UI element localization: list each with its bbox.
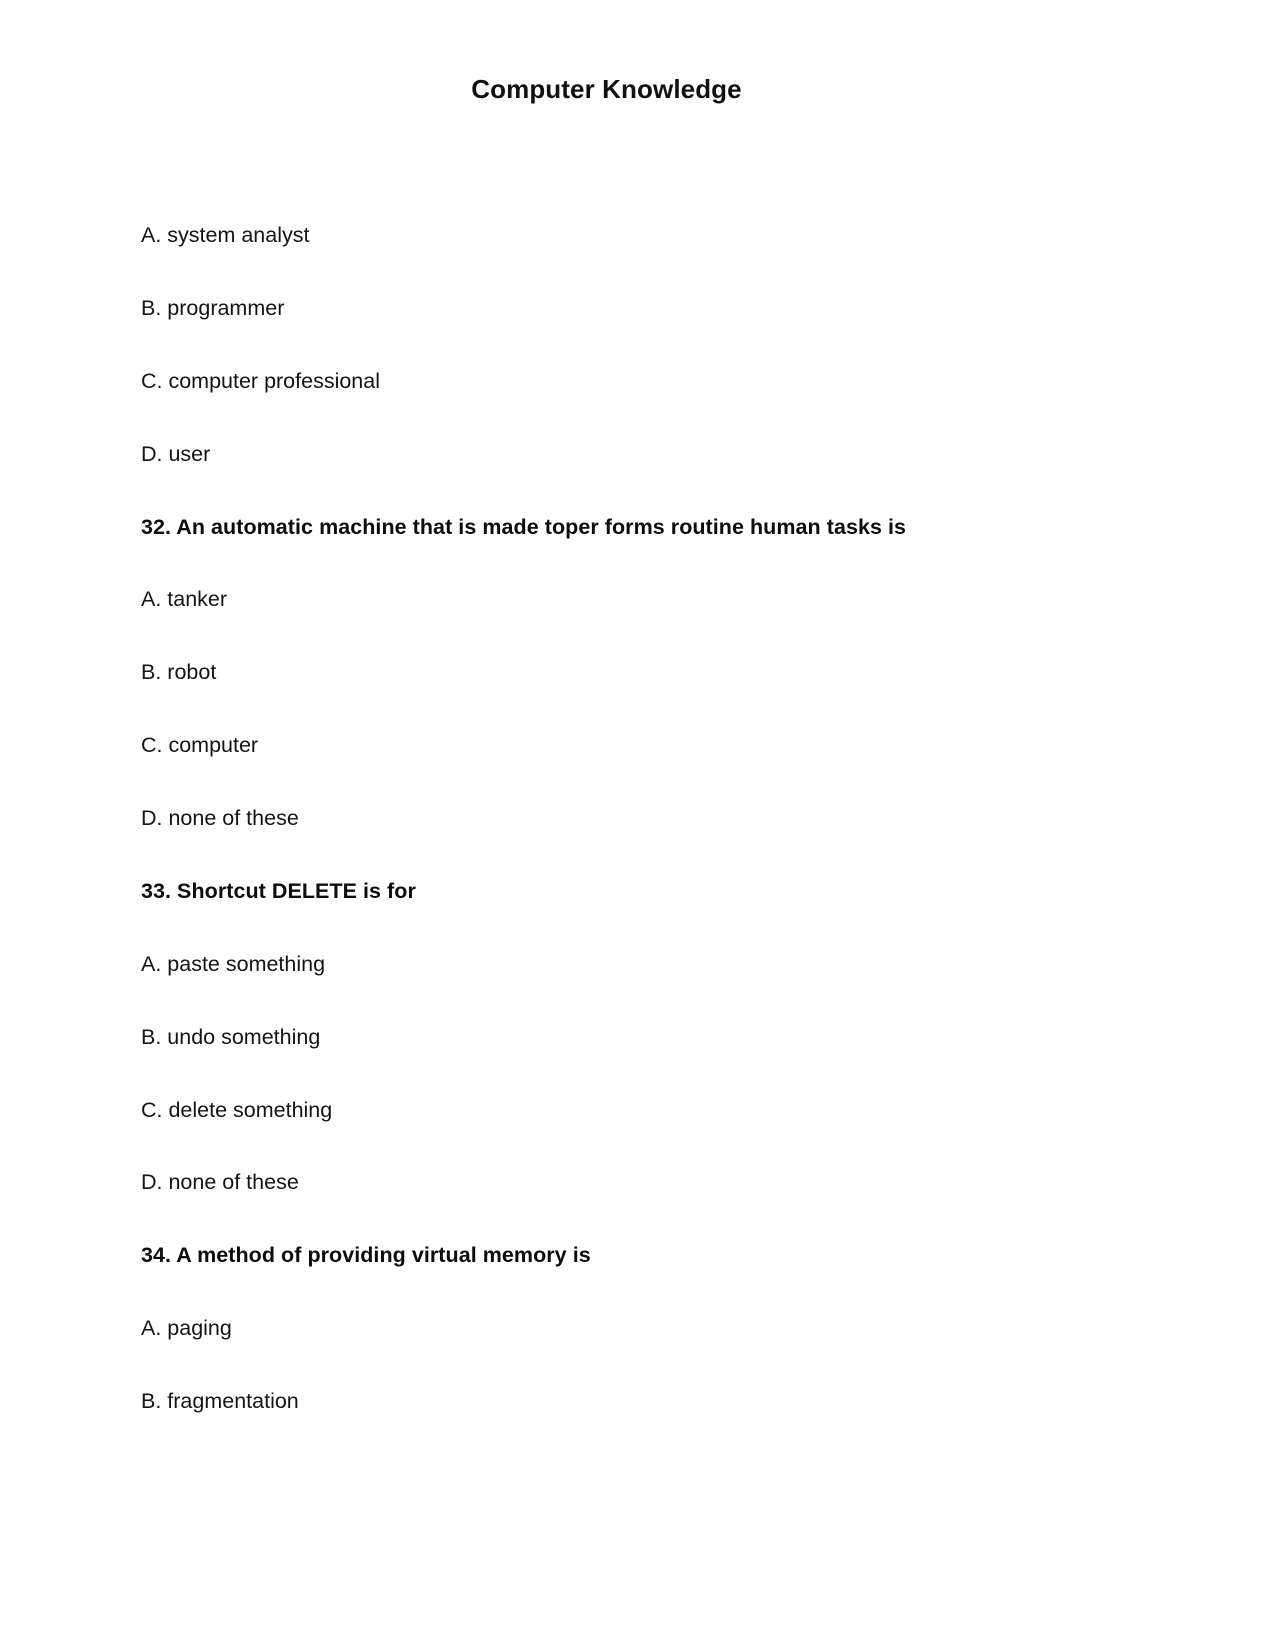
answer-option[interactable]: C. computer [141,733,259,758]
answer-option[interactable]: C. delete something [141,1097,333,1122]
answer-option[interactable]: B. fragmentation [141,1389,299,1413]
answer-option[interactable]: A. paste something [141,951,326,976]
answer-option[interactable]: B. programmer [141,295,285,320]
answer-option[interactable]: D. none of these [141,806,299,830]
question-text: 32. An automatic machine that is made toper forms routine human tasks is [141,514,907,539]
question-text: 34. A method of providing virtual memory is [141,1243,591,1268]
answer-option[interactable]: B. undo something [141,1024,321,1049]
answer-option[interactable]: B. robot [141,660,217,685]
answer-option[interactable]: D. none of these [141,1170,299,1195]
answer-option[interactable]: A. paging [141,1316,232,1341]
answer-option[interactable]: D. user [141,441,211,466]
question-text: 33. Shortcut DELETE is for [141,878,416,903]
answer-option[interactable]: A. tanker [141,587,228,612]
answer-option[interactable]: C. computer professional [141,368,380,393]
answer-option[interactable]: A. system analyst [141,223,310,247]
quiz-content [141,222,1121,1415]
page-title: Computer Knowledge [471,74,742,104]
